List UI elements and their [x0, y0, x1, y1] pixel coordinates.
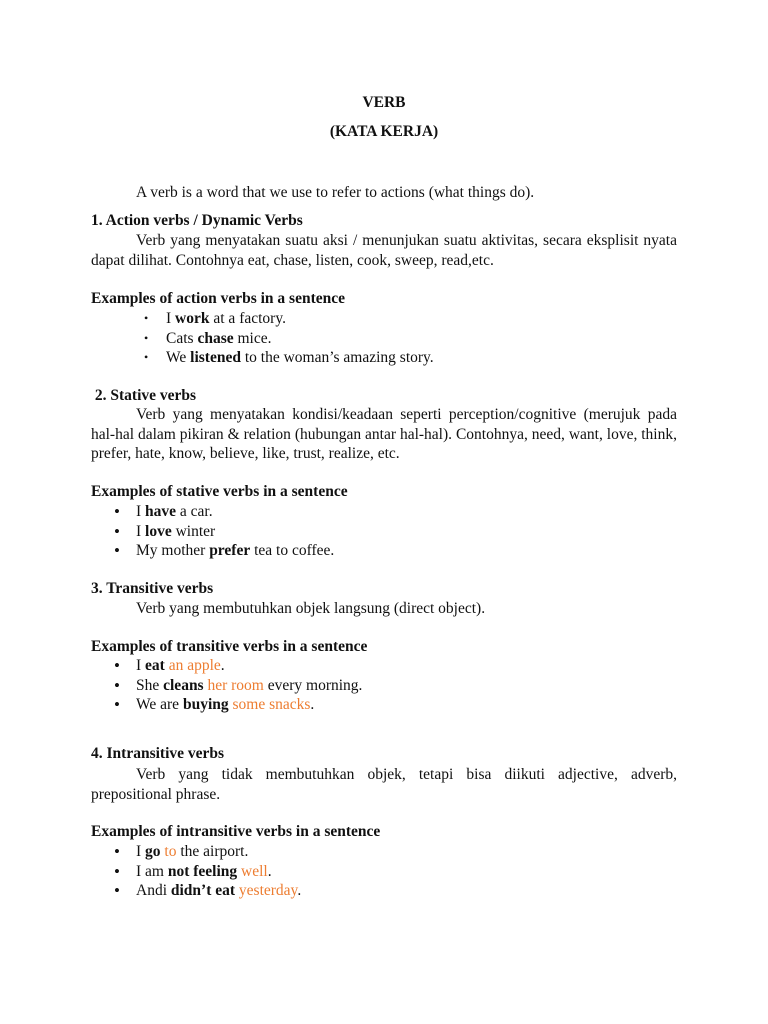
examples-heading-transitive: Examples of transitive verbs in a sentence: [91, 638, 368, 655]
examples-heading-intransitive: Examples of intransitive verbs in a sentence: [91, 823, 381, 840]
examples-heading-action: Examples of action verbs in a sentence: [91, 290, 346, 307]
example-item: • We are buying some snacks.: [136, 695, 362, 715]
section-description-action: Verb yang menyatakan suatu aksi / menunjukan suatu aktivitas, secara eksplisit nyata dapat dilihat. Contohnya eat, chase, listen, cook, sweep, read,etc.: [91, 232, 677, 269]
section-heading-intransitive: 4. Intransitive verbs: [91, 745, 225, 762]
example-object: her room: [207, 676, 264, 694]
example-verb: work: [175, 310, 210, 327]
section-description-transitive: Verb yang membutuhkan objek langsung (direct object).: [136, 600, 486, 617]
examples-list-transitive: [136, 656, 362, 715]
example-verb: have: [145, 503, 177, 520]
example-item: • Andi didn’t eat yesterday.: [136, 881, 301, 901]
example-verb: chase: [197, 329, 234, 347]
examples-heading-stative: Examples of stative verbs in a sentence: [91, 483, 348, 500]
example-verb: eat: [145, 657, 165, 674]
example-item: • I love winter: [136, 522, 334, 542]
example-modifier: yesterday: [238, 882, 298, 899]
example-item: • I eat an apple.: [136, 656, 362, 676]
example-modifier: to: [164, 843, 177, 860]
example-item: • I am not feeling well.: [136, 862, 301, 882]
example-item: • She cleans her room every morning.: [136, 676, 362, 696]
example-verb: prefer: [209, 542, 251, 559]
examples-list-intransitive: [136, 842, 301, 901]
intro-paragraph: A verb is a word that we use to refer to actions (what things do).: [136, 184, 535, 201]
example-verb: didn’t eat: [170, 882, 236, 899]
examples-list-action: [166, 309, 434, 368]
examples-list-stative: [136, 502, 334, 561]
section-heading-stative: 2. Stative verbs: [91, 387, 197, 404]
example-item: • I have a car.: [136, 502, 334, 522]
example-verb: love: [145, 522, 172, 540]
section-description-intransitive: Verb yang tidak membutuhkan objek, tetapi bisa diikuti adjective, adverb, prepositional phrase.: [91, 766, 677, 803]
example-verb: go: [145, 843, 161, 860]
example-item: • We listened to the woman’s amazing story.: [166, 348, 434, 368]
example-item: • Cats chase mice.: [166, 329, 434, 349]
document-subtitle: (KATA KERJA): [329, 123, 439, 140]
section-heading-action: 1. Action verbs / Dynamic Verbs: [91, 212, 303, 229]
example-verb: not feeling: [167, 862, 238, 880]
example-verb: listened: [190, 349, 241, 366]
example-object: an apple: [168, 657, 221, 674]
example-verb: buying: [182, 696, 229, 713]
example-modifier: well: [241, 862, 268, 880]
example-item: • My mother prefer tea to coffee.: [136, 541, 334, 561]
section-description-stative: Verb yang menyatakan kondisi/keadaan seperti perception/cognitive (merujuk pada hal-hal dalam pikiran & relation (hubungan antar hal-hal). Contohnya, need, want, love, think, prefer, hate, know, believe, like, trust, realize, etc.: [91, 406, 677, 462]
document-title: VERB: [362, 94, 406, 111]
example-object: some snacks: [232, 696, 311, 713]
example-item: • I go to the airport.: [136, 842, 301, 862]
section-heading-transitive: 3. Transitive verbs: [91, 580, 214, 597]
example-verb: cleans: [163, 676, 204, 694]
example-item: • I work at a factory.: [166, 309, 434, 329]
